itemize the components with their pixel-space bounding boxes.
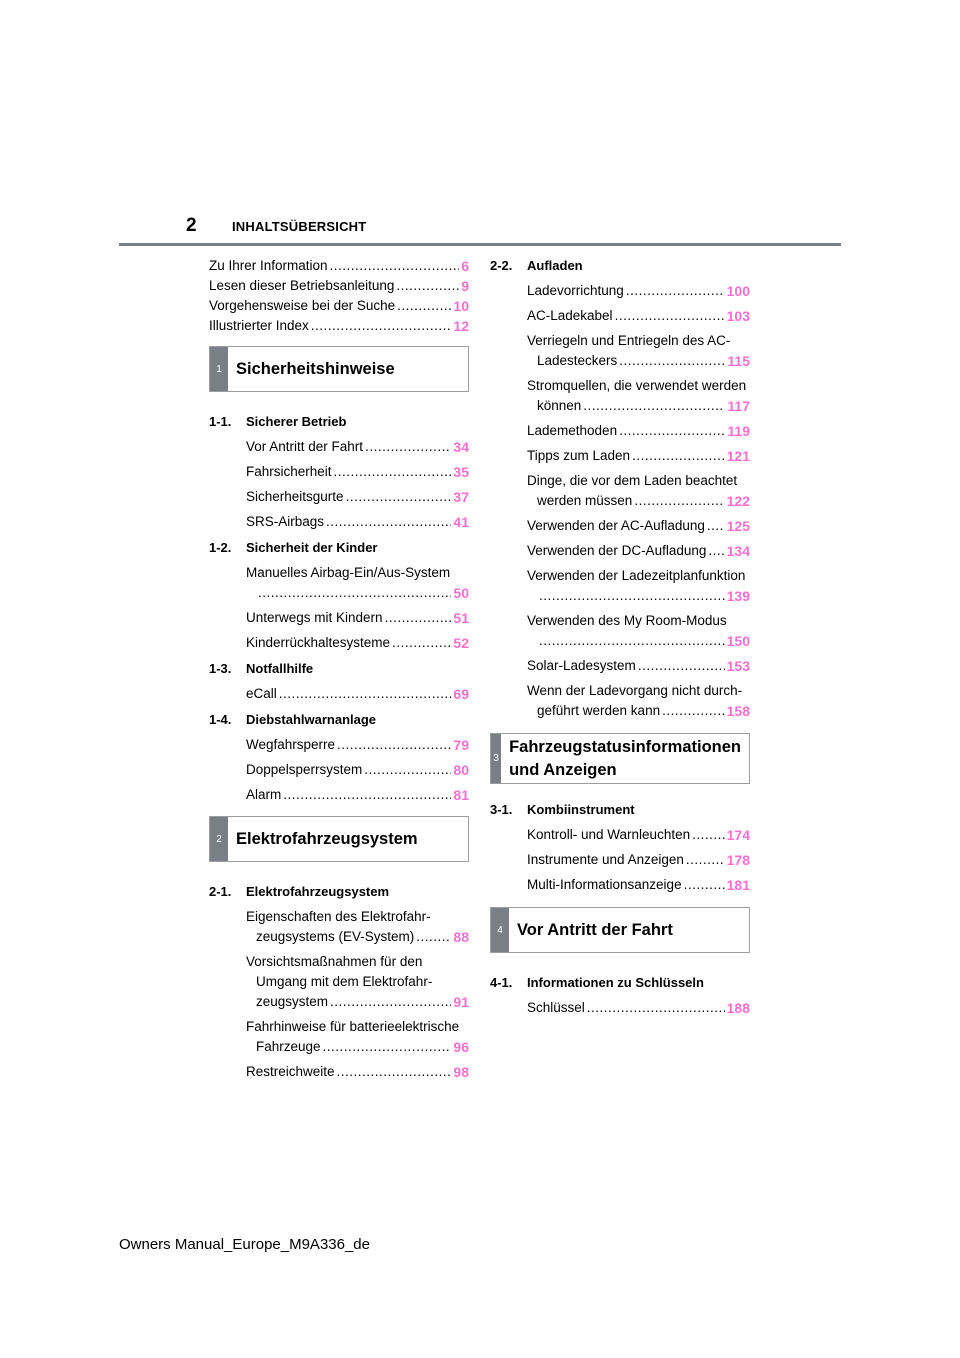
toc-entry[interactable]: Fahrsicherheit ..... 35 (246, 462, 469, 482)
page-link[interactable]: 12 (453, 318, 469, 334)
toc-entry[interactable]: Stromquellen, die verwendet werden können ..... 117 (527, 376, 750, 416)
page-link[interactable]: 117 (727, 398, 750, 414)
page-title: INHALTSÜBERSICHT (232, 219, 367, 234)
toc-entry[interactable]: Vorgehensweise bei der Suche ..... 10 (209, 296, 469, 316)
page-link[interactable]: 158 (726, 703, 750, 719)
toc-entry[interactable]: Sicherheitsgurte ..... 37 (246, 487, 469, 507)
page-link[interactable]: 6 (461, 258, 469, 274)
toc-entry[interactable]: Wegfahrsperre ..... 79 (246, 735, 469, 755)
page-link[interactable]: 9 (461, 278, 469, 294)
page-link[interactable]: 134 (726, 543, 750, 559)
toc-entry[interactable]: Ladevorrichtung ..... 100 (527, 281, 750, 301)
toc-entry[interactable]: Vor Antritt der Fahrt ..... 34 (246, 437, 469, 457)
section-heading: 2-2. Aufladen (490, 258, 583, 273)
page-link[interactable]: 88 (453, 929, 469, 945)
toc-entry[interactable]: Verwenden der DC-Aufladung ..... 134 (527, 541, 750, 561)
toc-entry[interactable]: Solar-Ladesystem ..... 153 (527, 656, 750, 676)
page-link[interactable]: 181 (726, 877, 750, 893)
page-link[interactable]: 96 (453, 1039, 469, 1055)
footer-document-id: Owners Manual_Europe_M9A336_de (119, 1236, 370, 1253)
page-link[interactable]: 80 (453, 762, 469, 778)
toc-entry[interactable]: Verwenden der AC-Aufladung ..... 125 (527, 516, 750, 536)
page-link[interactable]: 103 (726, 308, 750, 324)
toc-entry[interactable]: Unterwegs mit Kindern ..... 51 (246, 608, 469, 628)
toc-entry[interactable]: Dinge, die vor dem Laden beachtet werden müssen ..... 122 (527, 471, 750, 511)
intro-list (209, 256, 469, 336)
toc-entry[interactable]: Fahrhinweise für batterieelektrische Fahrzeuge ..... 96 (246, 1017, 469, 1057)
toc-entry[interactable]: Lesen dieser Betriebsanleitung ..... 9 (209, 276, 469, 296)
page-link[interactable]: 81 (453, 787, 469, 803)
section-heading: 3-1. Kombiinstrument (490, 802, 635, 817)
toc-entry[interactable]: Vorsichtsmaßnahmen für den Umgang mit dem Elektrofahr- zeugsystem ..... 91 (246, 952, 469, 1012)
page-link[interactable]: 79 (453, 737, 469, 753)
toc-entry[interactable]: Kontroll- und Warnleuchten ..... 174 (527, 825, 750, 845)
header-divider (119, 243, 841, 246)
chapter-number-tab: 1 (210, 347, 228, 391)
page-link[interactable]: 119 (727, 423, 750, 439)
toc-entry[interactable]: Tipps zum Laden ..... 121 (527, 446, 750, 466)
chapter-title: Elektrofahrzeugsystem (236, 829, 418, 848)
page-link[interactable]: 121 (726, 448, 750, 464)
section-heading: 1-1. Sicherer Betrieb (209, 414, 347, 429)
page-link[interactable]: 100 (726, 283, 750, 299)
page-link[interactable]: 153 (726, 658, 750, 674)
page-link[interactable]: 69 (453, 686, 469, 702)
chapter-title: Fahrzeugstatusinformationen und Anzeigen (509, 737, 741, 779)
page-link[interactable]: 115 (727, 353, 750, 369)
section-heading: 1-3. Notfallhilfe (209, 661, 314, 676)
section-heading: 1-2. Sicherheit der Kinder (209, 540, 378, 555)
page-link[interactable]: 34 (453, 439, 469, 455)
section-heading: 1-4. Diebstahlwarnanlage (209, 712, 377, 727)
page-link[interactable]: 50 (453, 585, 469, 601)
toc-entry[interactable]: Verriegeln und Entriegeln des AC- Ladesteckers ..... 115 (527, 331, 750, 371)
toc-entry[interactable]: eCall ..... 69 (246, 684, 469, 704)
page-link[interactable]: 98 (453, 1064, 469, 1080)
chapter-title: Sicherheitshinweise (236, 359, 395, 378)
page-link[interactable]: 150 (726, 633, 750, 649)
page-link[interactable]: 51 (453, 610, 469, 626)
toc-entry[interactable]: Illustrierter Index ..... 12 (209, 316, 469, 336)
chapter-heading-1[interactable] (209, 346, 469, 392)
section-heading: 2-1. Elektrofahrzeugsystem (209, 884, 390, 899)
toc-entry[interactable]: Verwenden des My Room-Modus ..... 150 (527, 611, 750, 651)
page-link[interactable]: 178 (726, 852, 750, 868)
section-heading: 4-1. Informationen zu Schlüsseln (490, 975, 704, 990)
chapter-number-tab: 2 (210, 817, 228, 861)
toc-entry[interactable]: Instrumente und Anzeigen ..... 178 (527, 850, 750, 870)
toc-right-column (490, 256, 750, 1018)
page-number: 2 (186, 215, 197, 236)
chapter-title: Vor Antritt der Fahrt (517, 920, 673, 939)
toc-entry[interactable]: Kinderrückhaltesysteme ..... 52 (246, 633, 469, 653)
page-link[interactable]: 35 (453, 464, 469, 480)
page-link[interactable]: 139 (726, 588, 750, 604)
chapter-heading-4[interactable] (490, 907, 750, 953)
page-link[interactable]: 174 (726, 827, 750, 843)
toc-entry[interactable]: Wenn der Ladevorgang nicht durch- geführt werden kann ..... 158 (527, 681, 750, 721)
page-link[interactable]: 37 (453, 489, 469, 505)
chapter-number-tab: 4 (491, 908, 509, 952)
toc-entry[interactable]: AC-Ladekabel ..... 103 (527, 306, 750, 326)
toc-left-column (209, 256, 469, 1082)
toc-entry[interactable]: Lademethoden ..... 119 (527, 421, 750, 441)
page-link[interactable]: 125 (726, 518, 750, 534)
chapter-number-tab: 3 (491, 734, 501, 783)
page-link[interactable]: 188 (726, 1000, 750, 1016)
toc-entry[interactable]: SRS-Airbags ..... 41 (246, 512, 469, 532)
toc-entry[interactable]: Zu Ihrer Information ..... 6 (209, 256, 469, 276)
toc-entry[interactable]: Restreichweite ..... 98 (246, 1062, 469, 1082)
toc-entry[interactable]: Schlüssel ..... 188 (527, 998, 750, 1018)
toc-entry[interactable]: Eigenschaften des Elektrofahr- zeugsystems (EV-System) ..... 88 (246, 907, 469, 947)
page-link[interactable]: 52 (453, 635, 469, 651)
toc-entry[interactable]: Doppelsperrsystem ..... 80 (246, 760, 469, 780)
page-link[interactable]: 91 (453, 994, 469, 1010)
chapter-heading-3[interactable] (490, 733, 750, 784)
toc-entry[interactable]: Manuelles Airbag-Ein/Aus-System ..... 50 (246, 563, 469, 603)
toc-entry[interactable]: Multi-Informationsanzeige ..... 181 (527, 875, 750, 895)
toc-entry[interactable]: Alarm ..... 81 (246, 785, 469, 805)
toc-entry[interactable]: Verwenden der Ladezeitplanfunktion ..... 139 (527, 566, 750, 606)
page-link[interactable]: 122 (726, 493, 750, 509)
page-link[interactable]: 10 (453, 298, 469, 314)
chapter-heading-2[interactable] (209, 816, 469, 862)
page-link[interactable]: 41 (453, 514, 469, 530)
